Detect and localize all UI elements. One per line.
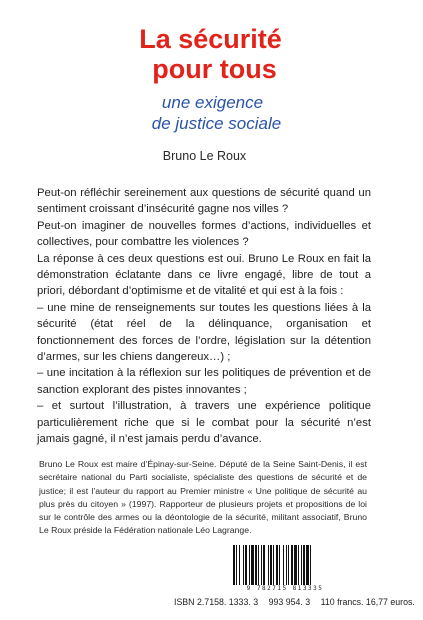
barcode-bar (279, 545, 280, 585)
barcode-bar (239, 545, 240, 585)
barcode-bar (233, 545, 235, 585)
barcode-bar (255, 545, 257, 585)
description-paragraph: – une incitation à la réflexion sur les politiques de prévention et de sanction explorant des pistes innovantes ; (37, 367, 371, 396)
isbn-number: ISBN 2.7158. 1333. 3 (174, 597, 259, 607)
barcode-bar (258, 545, 259, 585)
barcode-bar (298, 545, 299, 585)
barcode-bar (310, 545, 311, 585)
barcode-digits: 9 782715 813335 (246, 585, 324, 592)
publication-info (174, 597, 415, 607)
book-description (37, 185, 371, 448)
barcode-bar (251, 545, 254, 585)
barcode-bar (249, 545, 250, 585)
barcode-bar (286, 545, 287, 585)
barcode-bar (301, 545, 302, 585)
book-title-line-2: pour tous (152, 54, 277, 84)
barcode-bar (245, 545, 247, 585)
description-paragraph: La réponse à ces deux questions est oui. Bruno Le Roux en fait la démonstration éclatante dans ce livre engagé, libre de tout a priori, débordant d’optimisme et de vitalité et qui est à la fois : (37, 252, 371, 298)
barcode-bar (291, 545, 293, 585)
barcode-bar (268, 545, 269, 585)
barcode-bar (261, 545, 262, 585)
reference-number: 993 954. 3 (268, 597, 311, 607)
barcode-bar (273, 545, 274, 585)
author-biography: Bruno Le Roux est maire d’Épinay-sur-Seine. Député de la Seine Saint-Denis, il est secrétaire national du Parti socialiste, spécialiste des questions de sécurité et de justice; il est l’auteur du rapport au Premier ministre « Une politique de sécurité au plus près du citoyen » (1997). Rapporteur de plusieurs projets et propositions de loi sur le contrôle des armes ou la déontologie de la sécurité, militant associatif, Bruno Le Roux préside la Fédération nationale Léo Lagrange. (39, 459, 367, 536)
description-paragraph: Peut-on réfléchir sereinement aux questions de sécurité quand un sentiment croissant d’insécurité gagne nos villes ? (37, 187, 371, 216)
barcode-bar (303, 545, 305, 585)
subtitle-line-1: une exigence (161, 93, 264, 112)
barcode-bar (270, 545, 272, 585)
description-paragraph: – une mine de renseignements sur toutes les questions liées à la sécurité (état réel de la délinquance, organisation et fonctionnement des forces de l’ordre, législation sur la détention d’armes, sur les chiens dangereux…) ; (37, 301, 371, 364)
price-label: 110 francs. 16,77 euros. (320, 597, 415, 607)
barcode-bar (288, 545, 289, 585)
barcode (231, 545, 339, 585)
book-title-line-1: La sécurité (139, 24, 282, 54)
barcode-bar (243, 545, 244, 585)
description-paragraph: – et surtout l’illustration, à travers une expérience politique particulièrement riche que si le combat pour la sécurité n’est jamais gagné, il n’est jamais perdu d’avance. (37, 400, 371, 446)
barcode-bar (294, 545, 297, 585)
barcode-bar (306, 545, 309, 585)
subtitle-line-2: de justice sociale (151, 114, 282, 133)
author-name: Bruno Le Roux (162, 149, 247, 163)
barcode-bar (276, 545, 278, 585)
barcode-bar (263, 545, 265, 585)
barcode-bar (236, 545, 237, 585)
description-paragraph: Peut-on imaginer de nouvelles formes d’actions, individuelles et collectives, pour combattre les violences ? (37, 219, 371, 249)
barcode-bar (283, 545, 284, 585)
